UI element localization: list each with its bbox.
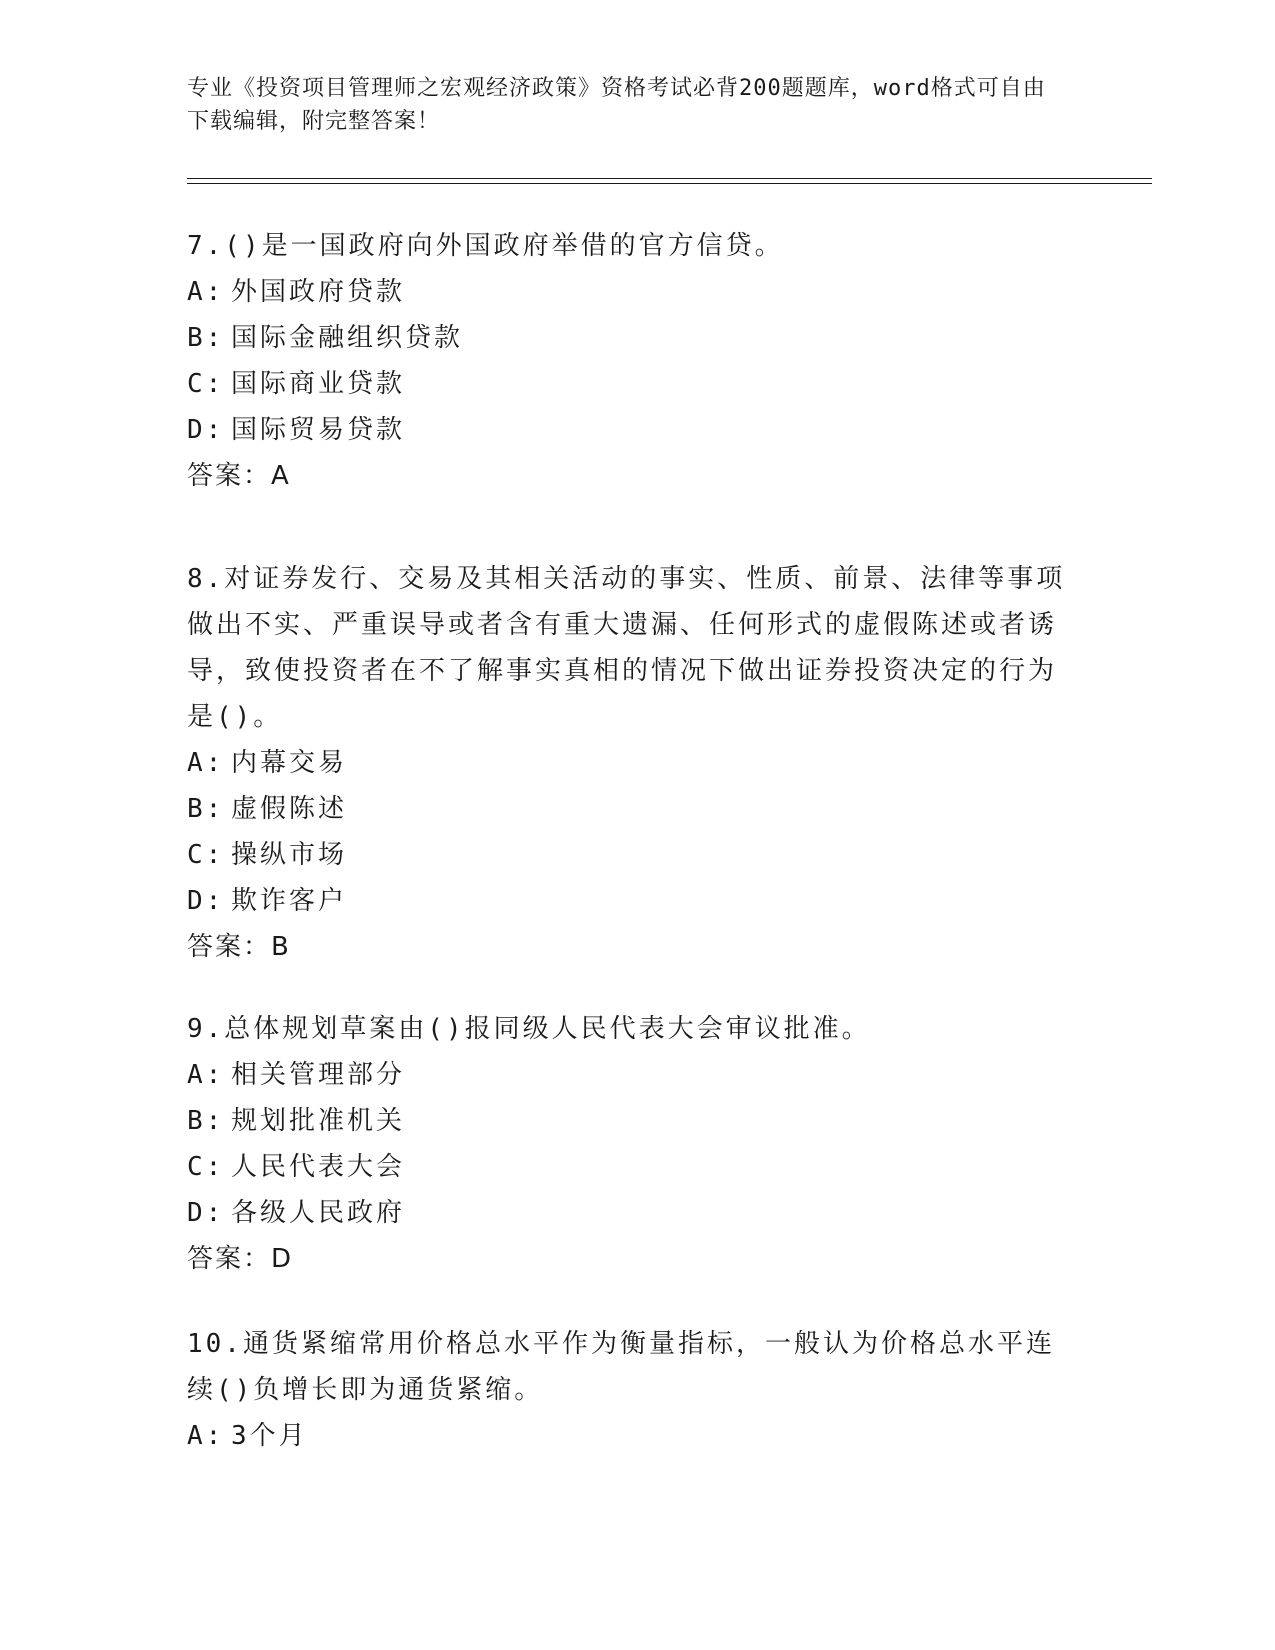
option-text: 国际商业贷款 (231, 369, 406, 399)
question-8 (187, 556, 1077, 970)
option-text: 规划批准机关 (231, 1106, 406, 1136)
option-text: 人民代表大会 (231, 1152, 406, 1182)
option-c (187, 1144, 1077, 1190)
option-letter: B: (187, 1106, 225, 1136)
option-letter: C: (187, 840, 225, 870)
option-c (187, 832, 1077, 878)
option-text: 欺诈客户 (231, 886, 348, 916)
question-10 (187, 1321, 1077, 1459)
option-text: 外国政府贷款 (231, 277, 406, 307)
option-d (187, 1190, 1077, 1236)
option-letter: C: (187, 1152, 225, 1182)
answer-line: 答案：B (187, 932, 291, 962)
option-text: 内幕交易 (231, 748, 348, 778)
option-letter: C: (187, 369, 225, 399)
option-b (187, 315, 1077, 361)
option-letter: B: (187, 794, 225, 824)
header-divider-bottom (187, 183, 1152, 184)
question-stem: 9.总体规划草案由()报同级人民代表大会审议批准。 (187, 1014, 871, 1044)
option-c (187, 361, 1077, 407)
option-text: 国际贸易贷款 (231, 415, 406, 445)
option-text: 各级人民政府 (231, 1198, 406, 1228)
option-letter: D: (187, 415, 225, 445)
question-stem: 10.通货紧缩常用价格总水平作为衡量指标，一般认为价格总水平连续()负增长即为通货紧缩。 (187, 1329, 1055, 1405)
document-header: 专业《投资项目管理师之宏观经济政策》资格考试必背200题题库，word格式可自由下载编辑，附完整答案！ (187, 76, 1046, 134)
option-d (187, 878, 1077, 924)
option-text: 虚假陈述 (231, 794, 348, 824)
option-a (187, 1052, 1077, 1098)
option-a (187, 1413, 1077, 1459)
option-a (187, 269, 1077, 315)
option-a (187, 740, 1077, 786)
option-d (187, 407, 1077, 453)
question-9 (187, 1006, 1077, 1282)
option-b (187, 786, 1077, 832)
option-letter: D: (187, 886, 225, 916)
option-letter: A: (187, 277, 225, 307)
option-letter: D: (187, 1198, 225, 1228)
option-text: 操纵市场 (231, 840, 348, 870)
question-7 (187, 223, 1077, 499)
answer-line: 答案：D (187, 1244, 294, 1274)
question-stem: 8.对证券发行、交易及其相关活动的事实、性质、前景、法律等事项做出不实、严重误导或者含有重大遗漏、任何形式的虚假陈述或者诱导，致使投资者在不了解事实真相的情况下做出证券投资决定的行为是()。 (187, 564, 1066, 732)
option-letter: A: (187, 748, 225, 778)
header-divider-top (187, 178, 1152, 179)
option-letter: B: (187, 323, 225, 353)
option-text: 3个月 (231, 1421, 308, 1451)
option-text: 相关管理部分 (231, 1060, 406, 1090)
answer-line: 答案：A (187, 461, 291, 491)
option-letter: A: (187, 1060, 225, 1090)
option-b (187, 1098, 1077, 1144)
option-text: 国际金融组织贷款 (231, 323, 464, 353)
question-stem: 7.()是一国政府向外国政府举借的官方信贷。 (187, 231, 784, 261)
option-letter: A: (187, 1421, 225, 1451)
